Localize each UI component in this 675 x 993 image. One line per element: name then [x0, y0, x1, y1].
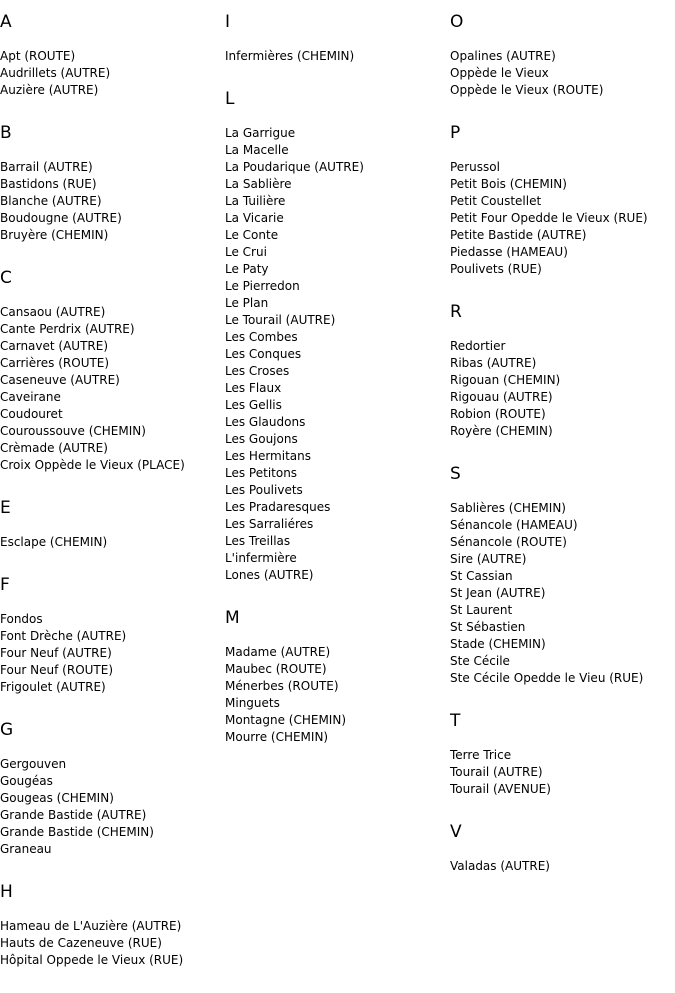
street-list-item: Ribas (AUTRE)	[450, 356, 537, 370]
letter-section	[225, 608, 450, 746]
street-list-item: Cansaou (AUTRE)	[0, 305, 106, 319]
street-list-item: Font Drèche (AUTRE)	[0, 629, 127, 643]
section-letter-heading: A	[0, 12, 12, 32]
street-list-item: Tourail (AUTRE)	[450, 765, 543, 779]
street-list-item: Sénancole (ROUTE)	[450, 535, 567, 549]
street-list-item: Le Tourail (AUTRE)	[225, 313, 336, 327]
street-list-item: Maubec (ROUTE)	[225, 662, 327, 676]
street-list-item: Petite Bastide (AUTRE)	[450, 228, 587, 242]
street-list-item: Royère (CHEMIN)	[450, 424, 553, 438]
section-letter-heading: F	[0, 575, 10, 595]
street-list-item: La Poudarique (AUTRE)	[225, 160, 364, 174]
street-list	[450, 338, 675, 440]
street-list-item: Sénancole (HAMEAU)	[450, 518, 578, 532]
section-letter-heading: H	[0, 882, 13, 902]
street-list	[450, 858, 675, 875]
street-list-item: Les Poulivets	[225, 483, 303, 497]
letter-section	[0, 123, 225, 244]
street-list-item: St Jean (AUTRE)	[450, 586, 546, 600]
street-list-item: Four Neuf (AUTRE)	[0, 646, 112, 660]
letter-section	[0, 268, 225, 474]
street-list-item: Les Pradaresques	[225, 500, 331, 514]
street-list	[225, 125, 450, 584]
street-list	[450, 159, 675, 278]
street-list-item: Barrail (AUTRE)	[0, 160, 93, 174]
letter-section	[225, 12, 450, 65]
section-letter-heading: L	[225, 89, 235, 109]
street-list-item: Les Hermitans	[225, 449, 311, 463]
street-list-item: Les Sarraliéres	[225, 517, 314, 531]
street-list-item: Oppède le Vieux	[450, 66, 549, 80]
street-list	[450, 747, 675, 798]
street-list-item: Les Glaudons	[225, 415, 306, 429]
street-list-item: Carrières (ROUTE)	[0, 356, 110, 370]
street-list-item: St Cassian	[450, 569, 513, 583]
letter-section	[450, 711, 675, 798]
street-list-item: L'infermière	[225, 551, 297, 565]
street-list-item: Frigoulet (AUTRE)	[0, 680, 106, 694]
street-list-item: Esclape (CHEMIN)	[0, 535, 108, 549]
street-list-item: Stade (CHEMIN)	[450, 637, 546, 651]
street-list-item: Madame (AUTRE)	[225, 645, 331, 659]
street-list-item: Tourail (AVENUE)	[450, 782, 551, 796]
letter-section	[0, 12, 225, 99]
street-list-item: Crèmade (AUTRE)	[0, 441, 108, 455]
street-list-item: Graneau	[0, 842, 52, 856]
street-list-item: Auzière (AUTRE)	[0, 83, 99, 97]
street-list-item: Coudouret	[0, 407, 63, 421]
street-list-item: Infermières (CHEMIN)	[225, 49, 355, 63]
letter-section	[0, 720, 225, 858]
street-list	[0, 918, 225, 969]
letter-section	[225, 89, 450, 584]
street-list	[225, 644, 450, 746]
letter-section	[450, 302, 675, 440]
street-list-item: Ménerbes (ROUTE)	[225, 679, 339, 693]
street-list-item: La Garrigue	[225, 126, 296, 140]
street-list	[0, 48, 225, 99]
street-list-item: Boudougne (AUTRE)	[0, 211, 122, 225]
street-list	[0, 611, 225, 696]
street-list-item: Caveirane	[0, 390, 61, 404]
street-list-item: Bruyère (CHEMIN)	[0, 228, 109, 242]
section-letter-heading: P	[450, 123, 461, 143]
street-list-item: Les Combes	[225, 330, 298, 344]
street-list-item: Valadas (AUTRE)	[450, 859, 550, 873]
section-letter-heading: G	[0, 720, 14, 740]
street-list	[0, 534, 225, 551]
street-list-item: Lones (AUTRE)	[225, 568, 314, 582]
street-list-item: Couroussouve (CHEMIN)	[0, 424, 146, 438]
street-list-item: Petit Four Opedde le Vieux (RUE)	[450, 211, 648, 225]
street-list-item: Les Petitons	[225, 466, 298, 480]
street-list-item: Blanche (AUTRE)	[0, 194, 102, 208]
street-list	[450, 500, 675, 687]
street-list-item: Hauts de Cazeneuve (RUE)	[0, 936, 162, 950]
index-column	[225, 0, 450, 770]
section-letter-heading: V	[450, 822, 462, 842]
street-list-item: Les Conques	[225, 347, 302, 361]
index-column	[0, 0, 225, 993]
street-list-item: Oppède le Vieux (ROUTE)	[450, 83, 604, 97]
street-list-item: Four Neuf (ROUTE)	[0, 663, 114, 677]
street-list	[0, 304, 225, 474]
letter-section	[0, 882, 225, 969]
section-letter-heading: B	[0, 123, 12, 143]
street-list-item: Gougéas	[0, 774, 53, 788]
street-list-item: Le Pierredon	[225, 279, 300, 293]
street-list-item: Sablières (CHEMIN)	[450, 501, 566, 515]
street-list-item: Les Flaux	[225, 381, 282, 395]
street-list-item: Bastidons (RUE)	[0, 177, 97, 191]
street-list-item: Ste Cécile	[450, 654, 510, 668]
street-list-item: Apt (ROUTE)	[0, 49, 76, 63]
street-list-item: La Macelle	[225, 143, 289, 157]
street-list-item: Mourre (CHEMIN)	[225, 730, 329, 744]
street-list-item: St Laurent	[450, 603, 513, 617]
street-list-item: La Vicarie	[225, 211, 284, 225]
street-list-item: Opalines (AUTRE)	[450, 49, 556, 63]
street-list-item: Ste Cécile Opedde le Vieu (RUE)	[450, 671, 644, 685]
street-list-item: Croix Oppède le Vieux (PLACE)	[0, 458, 185, 472]
street-list-item: Redortier	[450, 339, 506, 353]
street-list-item: Montagne (CHEMIN)	[225, 713, 346, 727]
section-letter-heading: R	[450, 302, 462, 322]
letter-section	[450, 12, 675, 99]
street-list-item: Caseneuve (AUTRE)	[0, 373, 120, 387]
street-list-item: Grande Bastide (AUTRE)	[0, 808, 147, 822]
letter-section	[450, 123, 675, 278]
section-letter-heading: E	[0, 498, 11, 518]
street-list-item: Les Treillas	[225, 534, 291, 548]
street-list-item: Terre Trice	[450, 748, 512, 762]
street-list-item: Le Crui	[225, 245, 267, 259]
street-list-item: La Tuilière	[225, 194, 286, 208]
street-list-item: Perussol	[450, 160, 500, 174]
section-letter-heading: I	[225, 12, 231, 32]
street-list	[0, 159, 225, 244]
street-list	[0, 756, 225, 858]
letter-section	[450, 822, 675, 875]
street-list-item: Gougeas (CHEMIN)	[0, 791, 114, 805]
section-letter-heading: T	[450, 711, 461, 731]
street-list-item: Le Conte	[225, 228, 279, 242]
street-list-item: Petit Coustellet	[450, 194, 542, 208]
street-list-item: Les Goujons	[225, 432, 298, 446]
street-list-item: Rigouan (CHEMIN)	[450, 373, 561, 387]
street-list-item: Gergouven	[0, 757, 67, 771]
street-list-item: Petit Bois (CHEMIN)	[450, 177, 567, 191]
section-letter-heading: M	[225, 608, 240, 628]
letter-section	[0, 575, 225, 696]
section-letter-heading: S	[450, 464, 461, 484]
street-list-item: Le Plan	[225, 296, 269, 310]
street-list-item: Robion (ROUTE)	[450, 407, 546, 421]
street-list-item: Sire (AUTRE)	[450, 552, 527, 566]
street-list-item: Les Gellis	[225, 398, 282, 412]
street-list-item: Fondos	[0, 612, 43, 626]
street-list-item: Piedasse (HAMEAU)	[450, 245, 568, 259]
street-list-item: Le Paty	[225, 262, 269, 276]
street-list-item: Hameau de L'Auzière (AUTRE)	[0, 919, 182, 933]
letter-section	[0, 498, 225, 551]
street-list-item: Cante Perdrix (AUTRE)	[0, 322, 135, 336]
street-list-item: Carnavet (AUTRE)	[0, 339, 109, 353]
street-list-item: Minguets	[225, 696, 280, 710]
street-list-item: Les Croses	[225, 364, 290, 378]
street-list-item: Poulivets (RUE)	[450, 262, 542, 276]
letter-section	[450, 464, 675, 687]
street-list-item: Audrillets (AUTRE)	[0, 66, 111, 80]
section-letter-heading: C	[0, 268, 12, 288]
street-list-item: Rigouau (AUTRE)	[450, 390, 553, 404]
street-list-item: St Sébastien	[450, 620, 526, 634]
street-list-item: Hôpital Oppede le Vieux (RUE)	[0, 953, 184, 967]
street-list	[450, 48, 675, 99]
street-list-item: Grande Bastide (CHEMIN)	[0, 825, 154, 839]
index-column	[450, 0, 675, 899]
street-list	[225, 48, 450, 65]
section-letter-heading: O	[450, 12, 464, 32]
street-list-item: La Sablière	[225, 177, 292, 191]
